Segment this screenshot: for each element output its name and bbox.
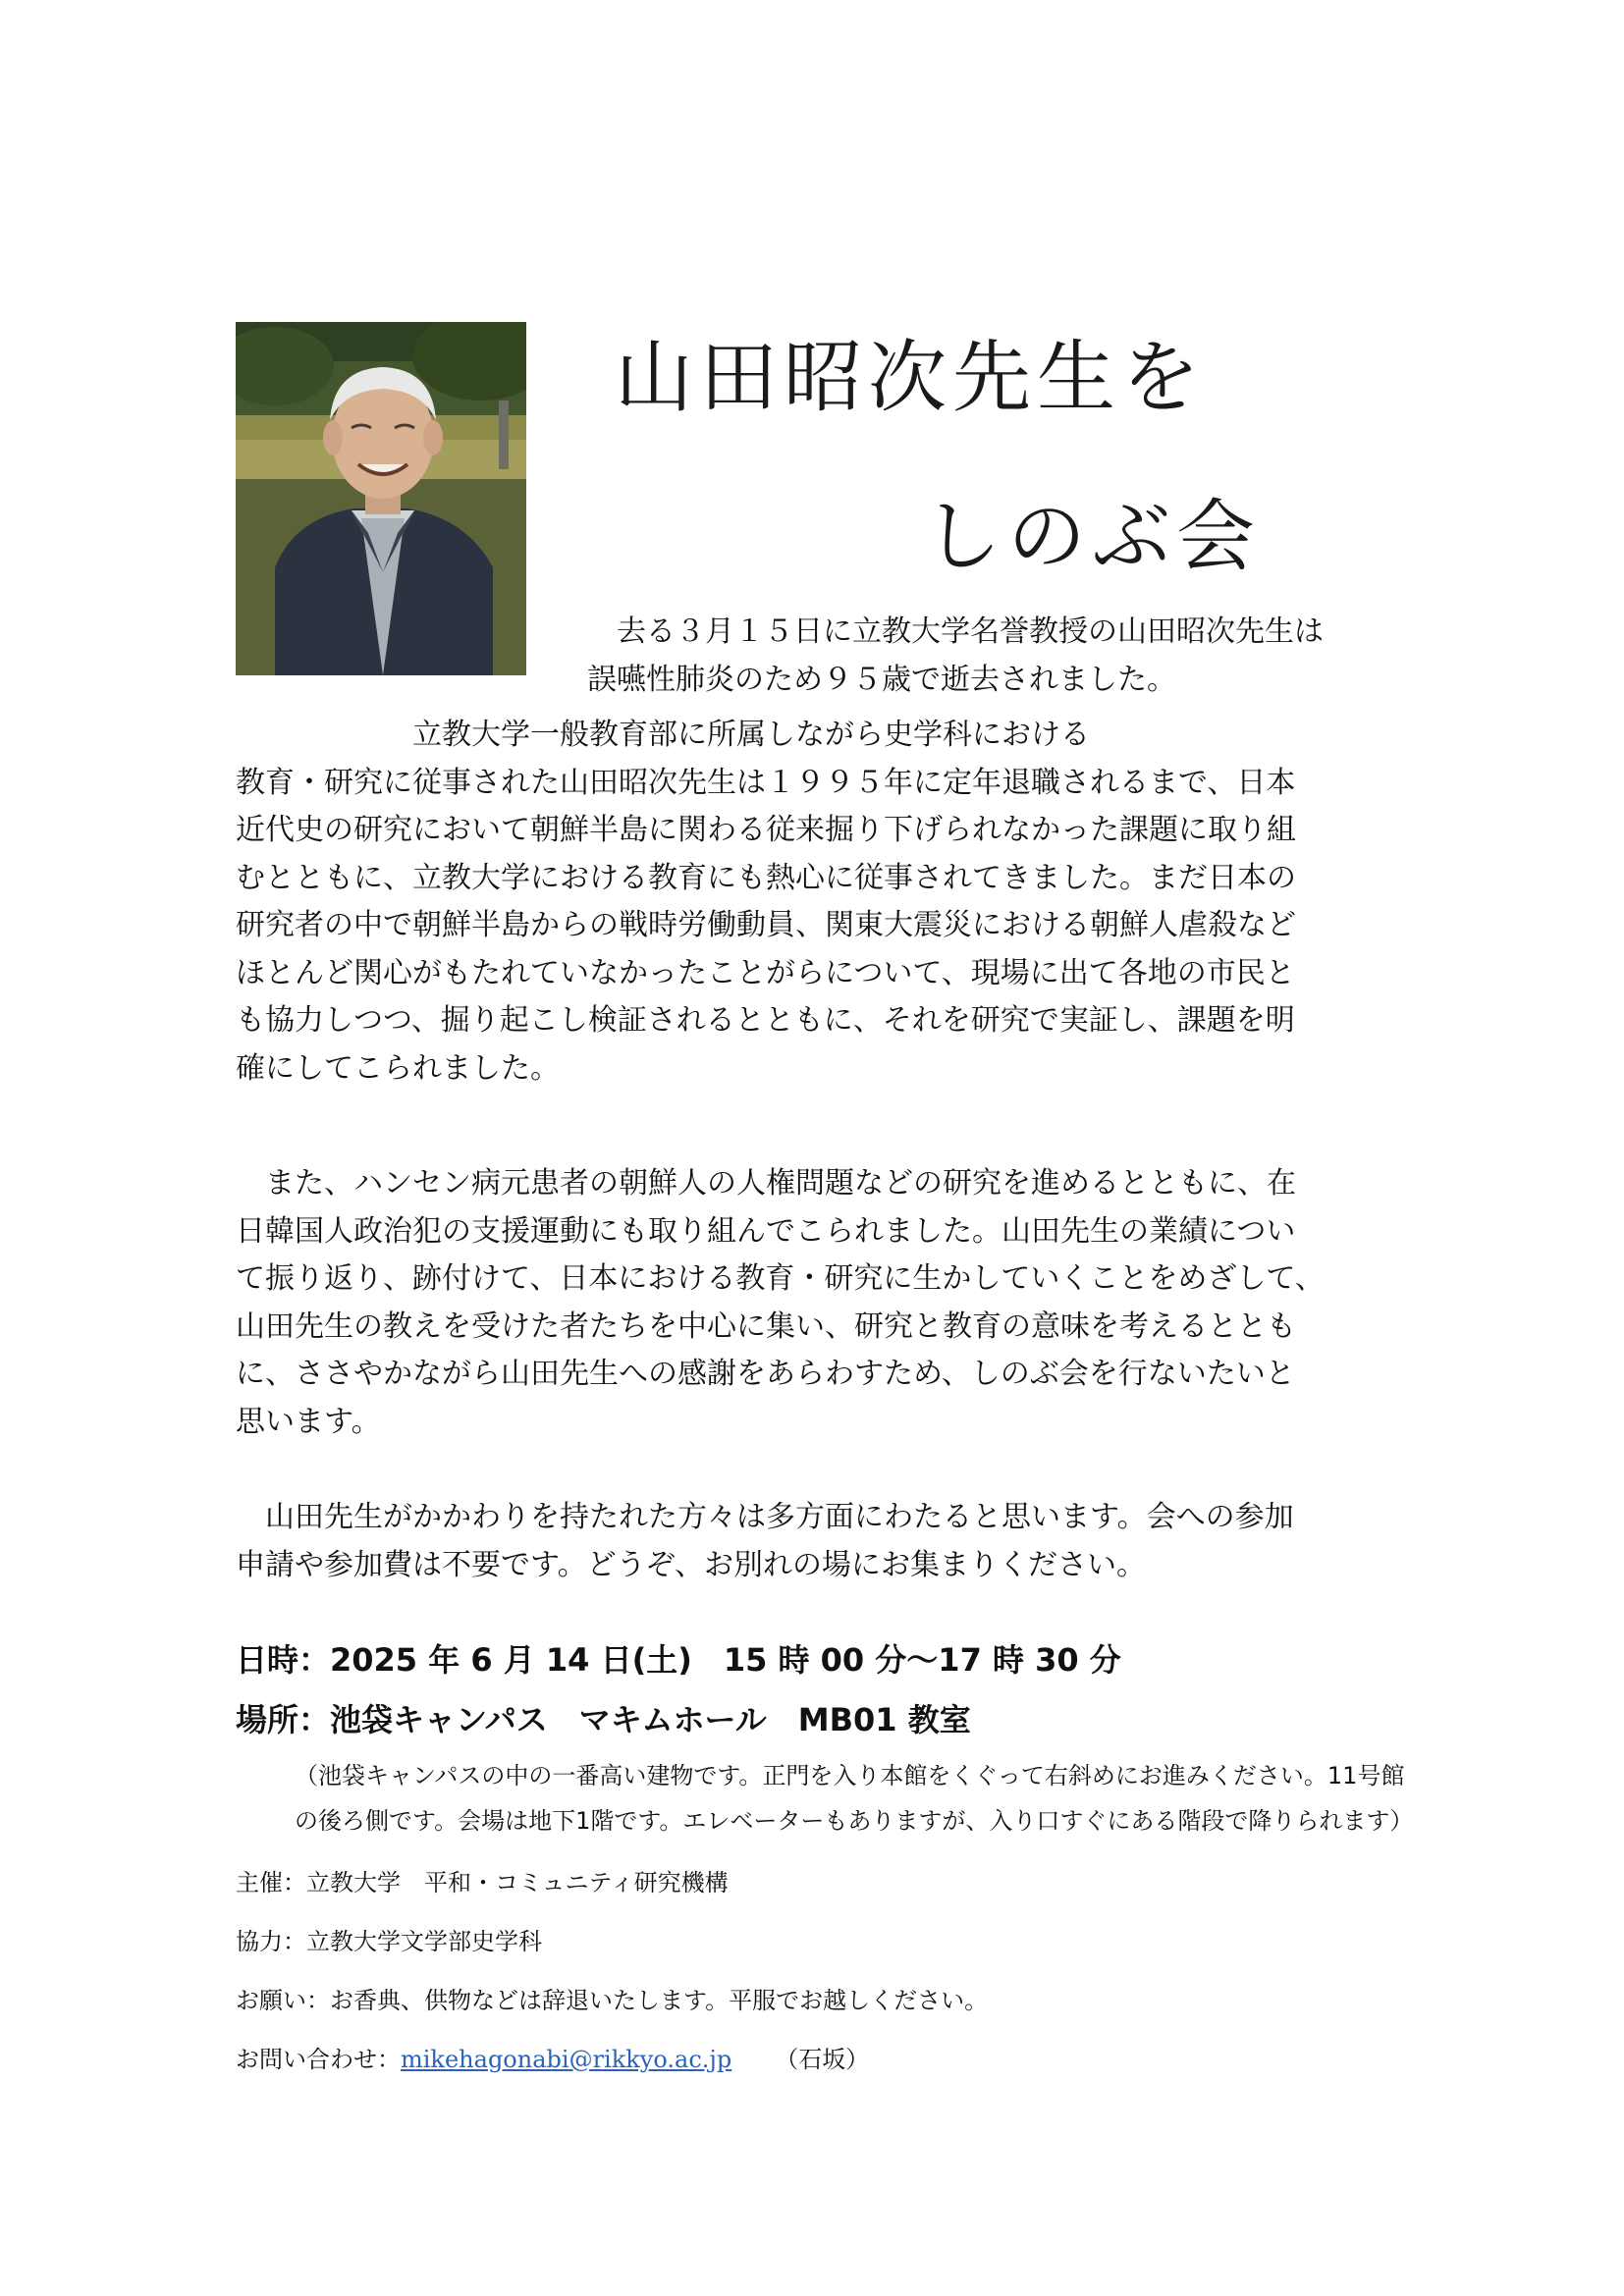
organizer-line: 主催：立教大学 平和・コミュニティ研究機構 [236,1869,729,1896]
portrait-photo [236,322,526,675]
body-paragraph-1: 立教大学一般教育部に所属しながら史学科における 教育・研究に従事された山田昭次先生は１９９５年に定年退職されるまで、日本 近代史の研究において朝鮮半島に関わる従来掘り下げられなかった課題に取り組 むとともに、立教大学における教育にも熱心に従事されてきました。まだ日本の 研究者の中で朝鮮半島からの戦時労働動員、関東大震災における朝鮮人虐殺など ほとんど関心がもたれていなかったことがらについて、現場に出て各地の市民と も協力しつつ、掘り起こし検証されるとともに、それを研究で実証し、課題を明 確にしてこられました。 [236,718,1296,1086]
page-title-line-1: 山田昭次先生を [615,332,1206,423]
venue-note: （池袋キャンパスの中の一番高い建物です。正門を入り本館をくぐって右斜めにお進みください。11号館の後ろ側です。会場は地下1階です。エレベーターもありますが、入り口すぐにある階段で降りられます） [295,1762,1414,1835]
contact-email-link[interactable]: mikehagonabi@rikkyo.ac.jp [401,2046,732,2073]
contact-line [236,2040,869,2074]
request-line: お願い：お香典、供物などは辞退いたします。平服でお越しください。 [236,1987,989,2014]
body-paragraph-2: また、ハンセン病元患者の朝鮮人の人権問題などの研究を進めるとともに、在 日韓国人政治犯の支援運動にも取り組んでこられました。山田先生の業績につい て振り返り、跡付けて、日本における教育・研究に生かしていくことをめざして、 山田先生の教えを受けた者たちを中心に集い、研究と教育の意味を考えるととも に、ささやかながら山田先生への感謝をあらわすため、しのぶ会を行ないたいと 思います。 [236,1166,1325,1439]
cooperation-line: 協力：立教大学文学部史学科 [236,1928,542,1955]
intro-paragraph: 去る３月１５日に立教大学名誉教授の山田昭次先生は 誤嚥性肺炎のため９５歳で逝去されました。 [587,614,1324,697]
contact-label: お問い合わせ： [236,2046,401,2073]
portrait-photo-icon [236,322,526,675]
body-paragraph-3: 山田先生がかかわりを持たれた方々は多方面にわたると思います。会への参加 申請や参加費は不要です。どうぞ、お別れの場にお集まりください。 [236,1500,1294,1582]
contact-name: （石坂） [775,2046,870,2073]
event-date: 日時：2025 年 6 月 14 日(土) 15 時 00 分～17 時 30 分 [236,1641,1121,1679]
page-title-line-2: しのぶ会 [923,491,1261,582]
event-place: 場所：池袋キャンパス マキムホール MB01 教室 [236,1701,971,1738]
